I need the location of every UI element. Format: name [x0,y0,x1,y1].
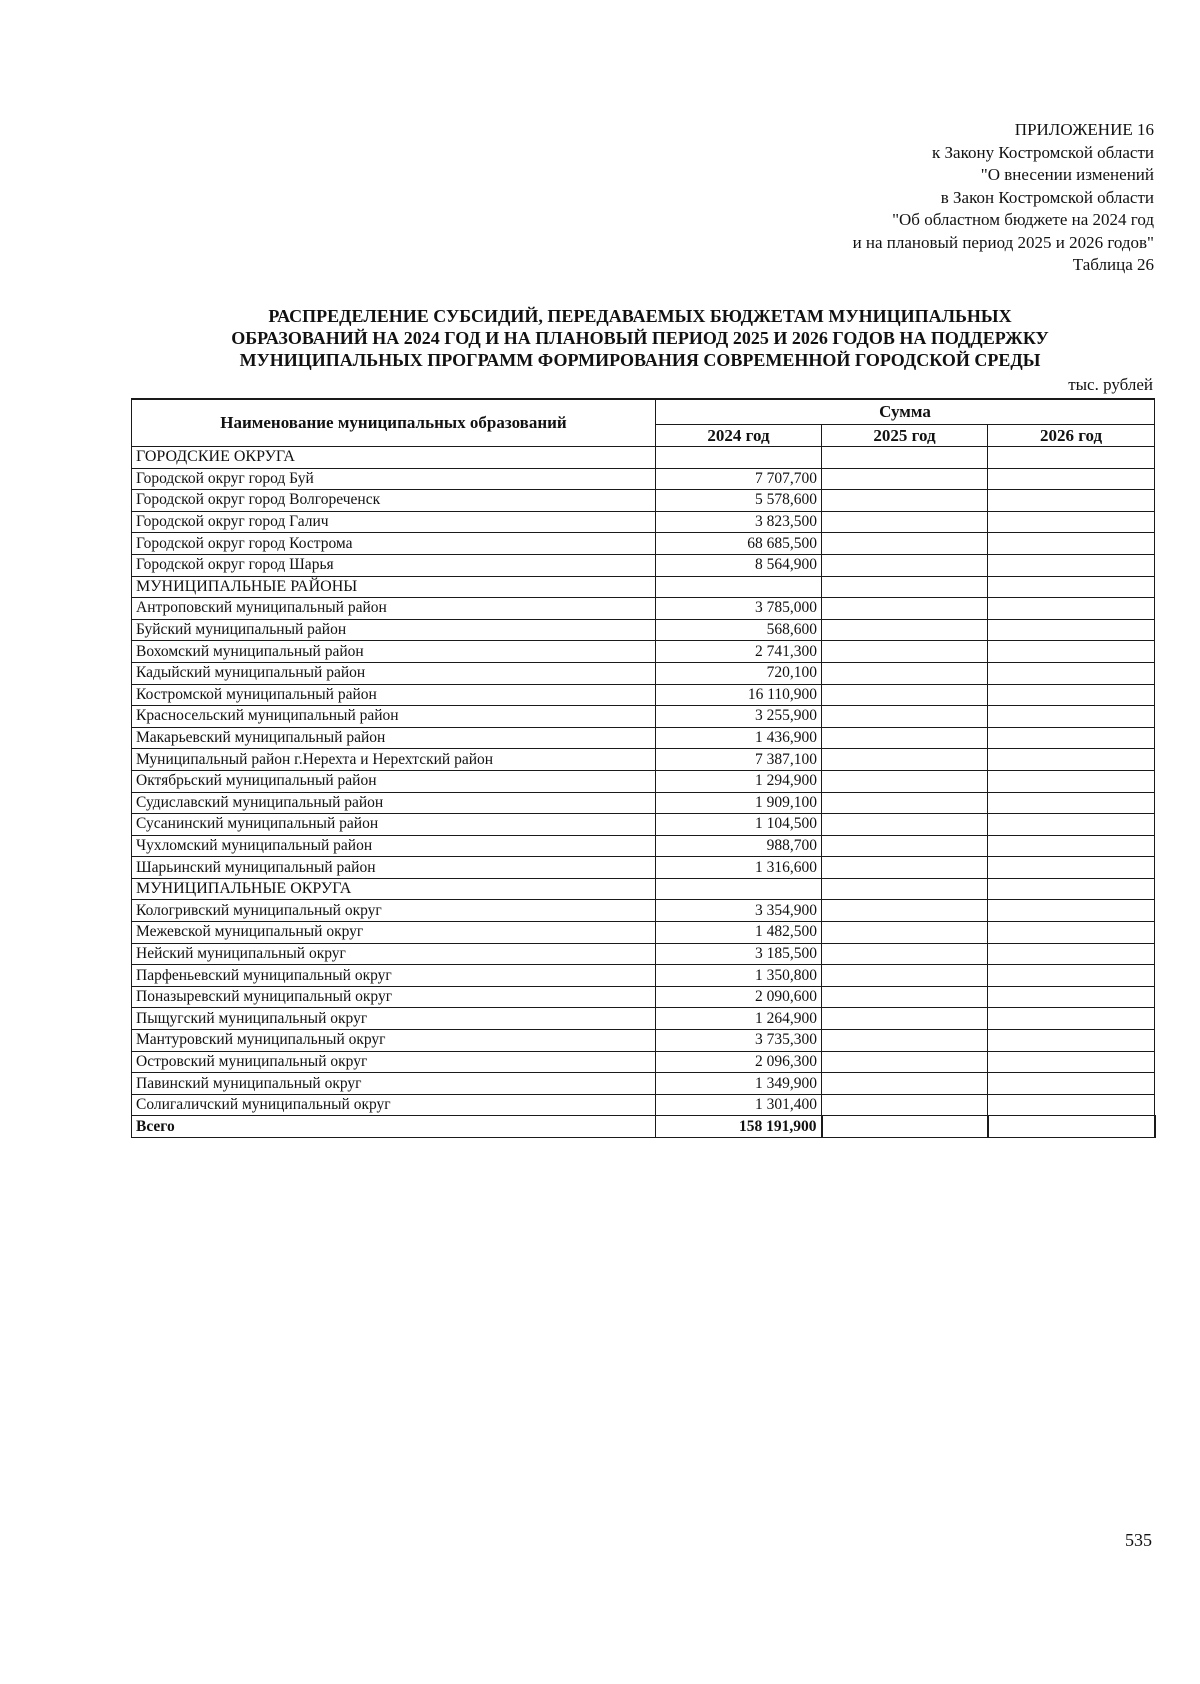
table-row [132,706,1155,728]
cell-2026 [988,1073,1155,1095]
table-row [132,619,1155,641]
table-row [132,554,1155,576]
cell-2024: 1 350,800 [656,965,822,987]
table-row [132,533,1155,555]
cell-name: Межевской муниципальный округ [132,922,656,944]
cell-name: Чухломский муниципальный район [132,835,656,857]
appendix-line: в Закон Костромской области [940,187,1154,207]
table-row [132,490,1155,512]
table-row [132,1030,1155,1052]
title-line: РАСПРЕДЕЛЕНИЕ СУБСИДИЙ, ПЕРЕДАВАЕМЫХ БЮДЖЕТАМ МУНИЦИПАЛЬНЫХ [268,306,1012,326]
table-body [132,447,1155,1138]
cell-name: Мантуровский муниципальный округ [132,1030,656,1052]
cell-2025 [822,749,988,771]
cell-2026 [988,749,1155,771]
column-header-name: Наименование муниципальных образований [132,399,656,447]
cell-2024: 1 104,500 [656,814,822,836]
table-row [132,857,1155,879]
cell-name: Октябрьский муниципальный район [132,770,656,792]
page-number: 535 [1125,1530,1152,1550]
cell-2024: 1 436,900 [656,727,822,749]
cell-2024: 3 255,900 [656,706,822,728]
cell-name: Нейский муниципальный округ [132,943,656,965]
cell-2025 [822,490,988,512]
cell-2024: 1 482,500 [656,922,822,944]
cell-name: Красносельский муниципальный район [132,706,656,728]
title-line: МУНИЦИПАЛЬНЫХ ПРОГРАММ ФОРМИРОВАНИЯ СОВРЕМЕННОЙ ГОРОДСКОЙ СРЕДЫ [239,350,1041,370]
cell-name: МУНИЦИПАЛЬНЫЕ ОКРУГА [132,878,656,900]
cell-2024: 3 785,000 [656,598,822,620]
cell-2025 [822,1073,988,1095]
cell-name: Кадыйский муниципальный район [132,662,656,684]
appendix-table-number: Таблица 26 [1072,255,1154,274]
cell-2026 [988,965,1155,987]
column-header-2026: 2026 год [988,425,1155,447]
cell-2024: 5 578,600 [656,490,822,512]
appendix-line: "Об областном бюджете на 2024 год [892,210,1154,229]
title-line: ОБРАЗОВАНИЙ НА 2024 ГОД И НА ПЛАНОВЫЙ ПЕРИОД 2025 И 2026 ГОДОВ НА ПОДДЕРЖКУ [231,328,1049,348]
cell-name: Антроповский муниципальный район [132,598,656,620]
cell-2024: 3 354,900 [656,900,822,922]
cell-name: Всего [132,1116,656,1138]
cell-2025 [822,619,988,641]
cell-2025 [822,727,988,749]
cell-2025 [822,1116,988,1138]
cell-2026 [988,511,1155,533]
table-row [132,684,1155,706]
cell-2025 [822,770,988,792]
cell-2025 [822,1051,988,1073]
cell-name: Поназыревский муниципальный округ [132,986,656,1008]
cell-2024: 1 909,100 [656,792,822,814]
cell-2025 [822,684,988,706]
cell-2025 [822,706,988,728]
cell-2025 [822,1094,988,1116]
appendix-line: к Закону Костромской области [932,142,1154,162]
cell-2026 [988,1030,1155,1052]
appendix-block [853,119,1154,277]
cell-name: Парфеньевский муниципальный округ [132,965,656,987]
table-row [132,986,1155,1008]
cell-name: Шарьинский муниципальный район [132,857,656,879]
cell-2026 [988,922,1155,944]
cell-2024: 158 191,900 [656,1116,822,1138]
cell-2024: 3 823,500 [656,511,822,533]
section-header-row [132,878,1155,900]
cell-2026 [988,533,1155,555]
cell-2026 [988,814,1155,836]
table-row [132,662,1155,684]
cell-2024: 720,100 [656,662,822,684]
cell-2026 [988,468,1155,490]
cell-2026 [988,576,1155,598]
cell-2026 [988,1008,1155,1030]
cell-2026 [988,662,1155,684]
cell-2025 [822,922,988,944]
cell-2026 [988,706,1155,728]
document-title [130,305,1150,371]
table-row [132,749,1155,771]
appendix-line: ПРИЛОЖЕНИЕ 16 [1014,120,1154,139]
cell-2026 [988,986,1155,1008]
cell-2026 [988,554,1155,576]
total-row [132,1116,1155,1138]
cell-name: Пыщугский муниципальный округ [132,1008,656,1030]
cell-name: Костромской муниципальный район [132,684,656,706]
cell-name: ГОРОДСКИЕ ОКРУГА [132,447,656,469]
cell-2026 [988,878,1155,900]
cell-2026 [988,1094,1155,1116]
table-row [132,1073,1155,1095]
cell-2026 [988,727,1155,749]
appendix-line: "О внесении изменений [980,165,1154,184]
table-row [132,727,1155,749]
cell-2024: 7 707,700 [656,468,822,490]
cell-2024: 16 110,900 [656,684,822,706]
cell-2026 [988,619,1155,641]
cell-name: Островский муниципальный округ [132,1051,656,1073]
cell-2026 [988,1116,1155,1138]
cell-2026 [988,835,1155,857]
cell-2025 [822,576,988,598]
cell-2025 [822,835,988,857]
cell-2024 [656,576,822,598]
table-row [132,1051,1155,1073]
cell-name: Макарьевский муниципальный район [132,727,656,749]
cell-2024: 2 096,300 [656,1051,822,1073]
table-header [132,399,1155,447]
cell-name: Павинский муниципальный округ [132,1073,656,1095]
cell-name: Солигаличский муниципальный округ [132,1094,656,1116]
cell-name: Городской округ город Кострома [132,533,656,555]
cell-name: Вохомский муниципальный район [132,641,656,663]
table-row [132,598,1155,620]
cell-2025 [822,857,988,879]
cell-name: Кологривский муниципальный округ [132,900,656,922]
section-header-row [132,576,1155,598]
cell-name: МУНИЦИПАЛЬНЫЕ РАЙОНЫ [132,576,656,598]
cell-2025 [822,662,988,684]
table-row [132,814,1155,836]
cell-2024: 2 741,300 [656,641,822,663]
table-row [132,900,1155,922]
appendix-line: и на плановый период 2025 и 2026 годов" [852,232,1154,252]
subsidy-table [131,398,1156,1138]
cell-2025 [822,1008,988,1030]
cell-2024 [656,447,822,469]
cell-name: Городской округ город Волгореченск [132,490,656,512]
cell-2026 [988,1051,1155,1073]
cell-2024: 7 387,100 [656,749,822,771]
cell-name: Буйский муниципальный район [132,619,656,641]
cell-2025 [822,878,988,900]
table-row [132,943,1155,965]
cell-2024: 2 090,600 [656,986,822,1008]
units-label: тыс. рублей [1068,375,1153,394]
section-header-row [132,447,1155,469]
cell-2025 [822,1030,988,1052]
cell-2025 [822,468,988,490]
table-row [132,468,1155,490]
cell-2024 [656,878,822,900]
cell-2025 [822,598,988,620]
cell-2026 [988,641,1155,663]
cell-2025 [822,554,988,576]
cell-2024: 1 294,900 [656,770,822,792]
cell-name: Сусанинский муниципальный район [132,814,656,836]
cell-2025 [822,511,988,533]
table-row [132,922,1155,944]
cell-2026 [988,770,1155,792]
cell-2026 [988,447,1155,469]
cell-2026 [988,943,1155,965]
cell-2025 [822,533,988,555]
cell-2026 [988,900,1155,922]
column-header-2024: 2024 год [656,425,822,447]
cell-2025 [822,965,988,987]
cell-2024: 1 301,400 [656,1094,822,1116]
cell-2025 [822,447,988,469]
cell-2025 [822,641,988,663]
column-header-sum: Сумма [656,399,1155,425]
table-row [132,1094,1155,1116]
column-header-2025: 2025 год [822,425,988,447]
cell-2025 [822,986,988,1008]
cell-2025 [822,792,988,814]
cell-2026 [988,490,1155,512]
cell-2024: 988,700 [656,835,822,857]
cell-2025 [822,814,988,836]
cell-name: Городской округ город Буй [132,468,656,490]
cell-name: Муниципальный район г.Нерехта и Нерехтский район [132,749,656,771]
cell-name: Судиславский муниципальный район [132,792,656,814]
table-row [132,1008,1155,1030]
cell-2024: 568,600 [656,619,822,641]
cell-2026 [988,598,1155,620]
table-row [132,965,1155,987]
cell-2024: 3 185,500 [656,943,822,965]
table-row [132,641,1155,663]
cell-2024: 3 735,300 [656,1030,822,1052]
cell-2024: 8 564,900 [656,554,822,576]
table-row [132,511,1155,533]
cell-2026 [988,792,1155,814]
cell-2024: 1 316,600 [656,857,822,879]
cell-2026 [988,684,1155,706]
cell-name: Городской округ город Шарья [132,554,656,576]
cell-2025 [822,900,988,922]
cell-2026 [988,857,1155,879]
table-row [132,792,1155,814]
cell-2024: 68 685,500 [656,533,822,555]
cell-name: Городской округ город Галич [132,511,656,533]
cell-2024: 1 264,900 [656,1008,822,1030]
cell-2024: 1 349,900 [656,1073,822,1095]
table-row [132,770,1155,792]
cell-2025 [822,943,988,965]
table-row [132,835,1155,857]
